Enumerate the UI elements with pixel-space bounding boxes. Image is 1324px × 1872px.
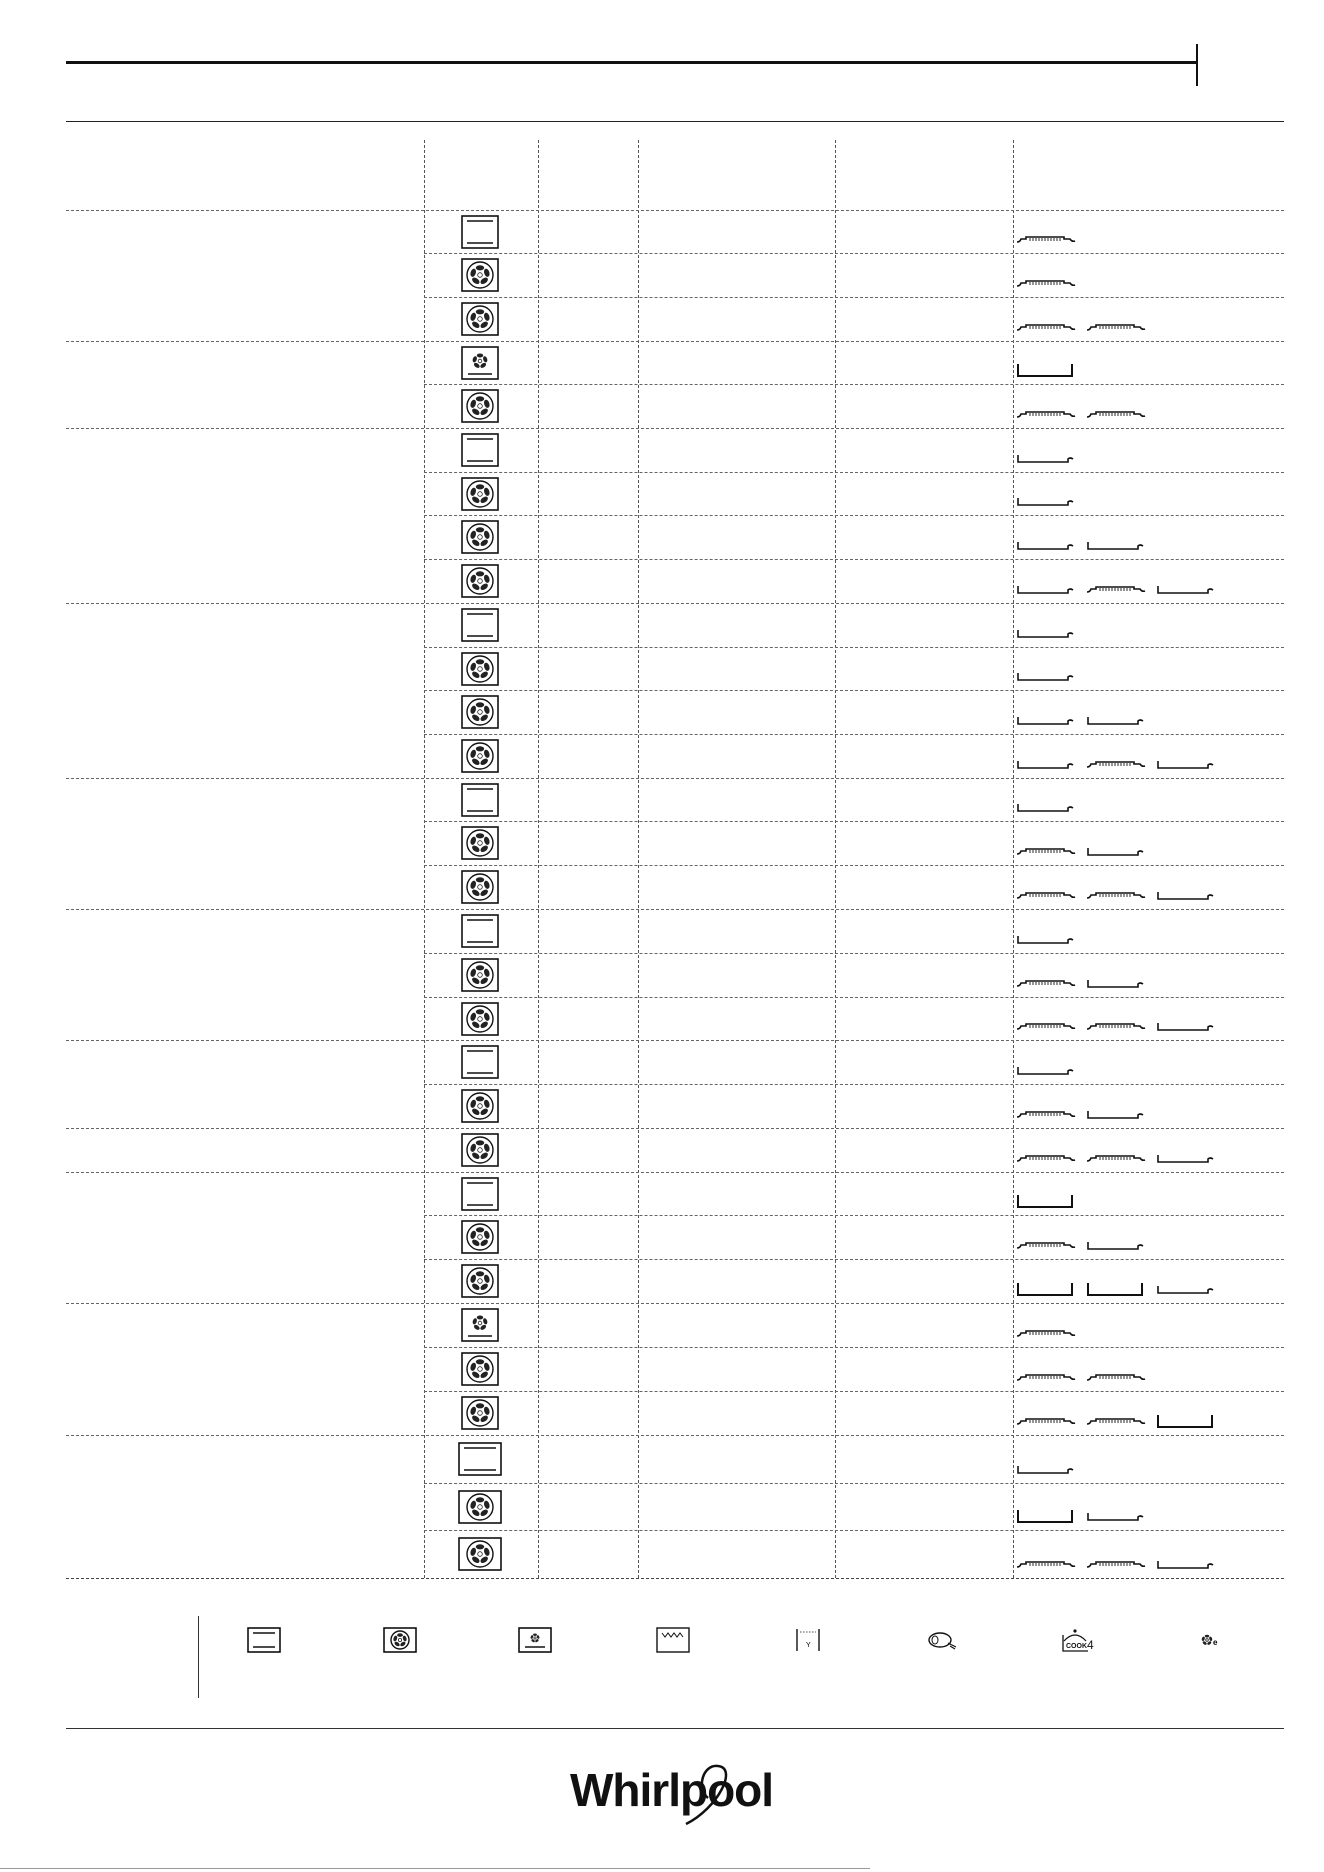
drip-pan-icon: [1016, 1508, 1076, 1524]
fan-icon: [461, 389, 499, 423]
fan-icon: [458, 1537, 502, 1571]
group-divider: [66, 1172, 1284, 1173]
rack-icon: [1016, 1556, 1076, 1572]
rack-icon: [1016, 1325, 1076, 1341]
eco-forced-air-icon: [1198, 1627, 1222, 1653]
row-divider: [424, 821, 1284, 822]
baking-tray-icon: [1156, 581, 1216, 597]
rack-icon: [1016, 1018, 1076, 1034]
baking-tray-icon: [1016, 756, 1076, 772]
whirlpool-logo: [568, 1758, 788, 1830]
baking-tray-icon: [1156, 756, 1216, 772]
rack-icon: [1086, 1150, 1146, 1166]
group-divider: [66, 341, 1284, 342]
row-divider: [424, 1530, 1284, 1531]
baking-tray-icon: [1086, 843, 1146, 859]
row-divider: [424, 384, 1284, 385]
baking-tray-icon: [1016, 931, 1076, 947]
baking-tray-icon: [1086, 975, 1146, 991]
svg-text:Y: Y: [806, 1642, 811, 1649]
baking-tray-icon: [1086, 1508, 1146, 1524]
header-rule: [66, 61, 1196, 64]
rack-icon: [1086, 887, 1146, 903]
group-divider: [66, 1435, 1284, 1436]
group-divider: [66, 603, 1284, 604]
conventional-icon: [461, 783, 499, 817]
fan-icon: [461, 520, 499, 554]
rack-icon: [1016, 975, 1076, 991]
legend-separator: [198, 1616, 199, 1698]
row-divider: [424, 1215, 1284, 1216]
fan-icon: [461, 1002, 499, 1036]
row-divider: [424, 1483, 1284, 1484]
row-divider: [424, 953, 1284, 954]
fan-icon: [461, 652, 499, 686]
row-divider: [424, 1347, 1284, 1348]
drip-pan-icon: [1016, 1193, 1076, 1209]
baking-tray-icon: [1086, 1106, 1146, 1122]
convection-bake-icon: [383, 1627, 417, 1653]
forced-air-icon: [461, 346, 499, 380]
conventional-icon: [461, 433, 499, 467]
svg-text:COOK: COOK: [1066, 1643, 1087, 1650]
fan-icon: [461, 564, 499, 598]
baking-tray-icon: [1086, 537, 1146, 553]
grill-icon: [656, 1627, 690, 1653]
conventional-icon: [461, 914, 499, 948]
maxi-cooking-icon: [926, 1627, 960, 1653]
svg-text:4: 4: [1087, 1638, 1094, 1652]
group-divider: [66, 1128, 1284, 1129]
rack-icon: [1016, 231, 1076, 247]
rack-icon: [1086, 756, 1146, 772]
table-bottom-rule: [66, 1578, 1284, 1579]
column-divider: [835, 140, 836, 1578]
fan-icon: [458, 1490, 502, 1524]
row-divider: [424, 472, 1284, 473]
fan-icon: [461, 739, 499, 773]
rack-icon: [1016, 1106, 1076, 1122]
bottom-rule: [0, 1868, 870, 1869]
fan-icon: [461, 870, 499, 904]
baking-tray-icon: [1016, 712, 1076, 728]
fan-icon: [461, 302, 499, 336]
fan-icon: [461, 958, 499, 992]
column-divider: [538, 140, 539, 1578]
rack-icon: [1016, 1237, 1076, 1253]
baking-tray-icon: [1016, 581, 1076, 597]
rack-icon: [1016, 887, 1076, 903]
rack-icon: [1086, 1413, 1146, 1429]
conventional-icon: [461, 1045, 499, 1079]
baking-tray-icon: [1016, 625, 1076, 641]
row-divider: [424, 1391, 1284, 1392]
row-divider: [424, 997, 1284, 998]
baking-tray-icon: [1156, 1281, 1216, 1297]
rack-icon: [1016, 1413, 1076, 1429]
rack-icon: [1016, 1150, 1076, 1166]
rack-icon: [1086, 319, 1146, 335]
fan-icon: [461, 258, 499, 292]
forced-air-icon: [461, 1308, 499, 1342]
svg-text:e: e: [1213, 1638, 1218, 1647]
row-divider: [424, 865, 1284, 866]
baking-tray-icon: [1016, 1461, 1076, 1477]
header-tick: [1196, 44, 1198, 86]
group-divider: [66, 1040, 1284, 1041]
conventional-icon: [458, 1442, 502, 1476]
baking-tray-icon: [1016, 1062, 1076, 1078]
svg-text:Whirlpool: Whirlpool: [570, 1764, 774, 1816]
drip-pan-icon: [1156, 1413, 1216, 1429]
baking-tray-icon: [1156, 1150, 1216, 1166]
row-divider: [424, 297, 1284, 298]
group-divider: [66, 1303, 1284, 1304]
rack-icon: [1016, 319, 1076, 335]
group-divider: [66, 778, 1284, 779]
row-divider: [424, 647, 1284, 648]
baking-tray-icon: [1156, 887, 1216, 903]
baking-tray-icon: [1016, 493, 1076, 509]
forced-air-icon: [518, 1627, 552, 1653]
baking-tray-icon: [1016, 537, 1076, 553]
rack-icon: [1016, 843, 1076, 859]
baking-tray-icon: [1086, 1237, 1146, 1253]
turbo-grill-icon: [795, 1627, 821, 1653]
drip-pan-icon: [1016, 362, 1076, 378]
rack-icon: [1086, 581, 1146, 597]
row-divider: [424, 734, 1284, 735]
baking-tray-icon: [1086, 712, 1146, 728]
drip-pan-icon: [1086, 1281, 1146, 1297]
baking-tray-icon: [1156, 1018, 1216, 1034]
fan-icon: [461, 1220, 499, 1254]
baking-tray-icon: [1016, 450, 1076, 466]
fan-icon: [461, 826, 499, 860]
row-divider: [424, 515, 1284, 516]
fan-icon: [461, 1352, 499, 1386]
column-divider: [638, 140, 639, 1578]
row-divider: [424, 559, 1284, 560]
baking-tray-icon: [1016, 668, 1076, 684]
rack-icon: [1016, 275, 1076, 291]
conventional-icon: [461, 215, 499, 249]
rack-icon: [1016, 406, 1076, 422]
fan-icon: [461, 1264, 499, 1298]
group-divider: [66, 909, 1284, 910]
conventional-icon: [461, 1177, 499, 1211]
rack-icon: [1086, 406, 1146, 422]
cook4-icon: [1060, 1625, 1096, 1655]
rack-icon: [1016, 1369, 1076, 1385]
group-divider: [66, 428, 1284, 429]
row-divider: [424, 253, 1284, 254]
row-divider: [424, 1084, 1284, 1085]
rack-icon: [1086, 1369, 1146, 1385]
table-top-rule: [66, 121, 1284, 122]
row-divider: [424, 1259, 1284, 1260]
column-divider: [424, 140, 425, 1578]
conventional-icon: [247, 1627, 281, 1653]
drip-pan-icon: [1016, 1281, 1076, 1297]
conventional-icon: [461, 608, 499, 642]
group-divider: [66, 210, 1284, 211]
fan-icon: [461, 695, 499, 729]
baking-tray-icon: [1156, 1556, 1216, 1572]
rack-icon: [1086, 1018, 1146, 1034]
footer-rule: [66, 1728, 1284, 1729]
fan-icon: [461, 1089, 499, 1123]
baking-tray-icon: [1016, 799, 1076, 815]
fan-icon: [461, 1133, 499, 1167]
fan-icon: [461, 477, 499, 511]
fan-icon: [461, 1396, 499, 1430]
column-divider: [1013, 140, 1014, 1578]
row-divider: [424, 690, 1284, 691]
rack-icon: [1086, 1556, 1146, 1572]
